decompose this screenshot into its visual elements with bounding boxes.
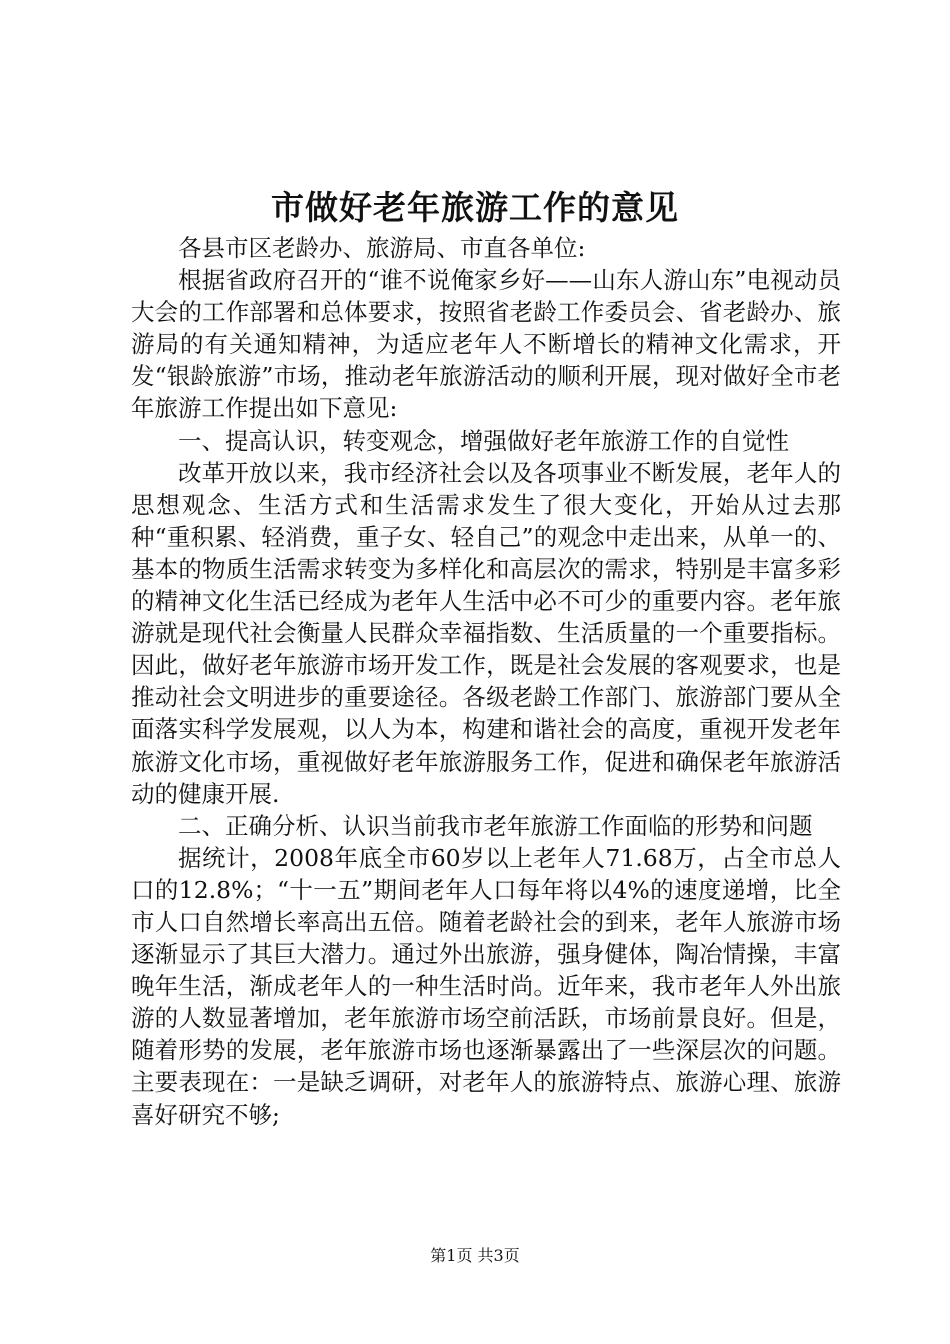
- intro-paragraph: 根据省政府召开的“谁不说俺家乡好——山东人游山东”电视动员大会的工作部署和总体要求，按照省老龄工作委员会、省老龄办、旅游局的有关通知精神，为适应老年人不断增长的精神文化需求，开发“银龄旅游”市场，推动老年旅游活动的顺利开展，现对做好全市老年旅游工作提出如下意见:: [131, 266, 841, 423]
- section-heading-2: 二、正确分析、认识当前我市老年旅游工作面临的形势和问题: [178, 811, 813, 840]
- section-heading-1: 一、提高认识，转变观念，增强做好老年旅游工作的自觉性: [178, 426, 789, 455]
- document-title: 市做好老年旅游工作的意见: [271, 188, 679, 227]
- section-1-paragraph: 改革开放以来，我市经济社会以及各项事业不断发展，老年人的思想观念、生活方式和生活需求发生了很大变化，开始从过去那种“重积累、轻消费，重子女、轻自己”的观念中走出来，从单一的、基本的物质生活需求转变为多样化和高层次的需求，特别是丰富多彩的精神文化生活已经成为老年人生活中必不可少的重要内容。老年旅游就是现代社会衡量人民群众幸福指数、生活质量的一个重要指标。因此，做好老年旅游市场开发工作，既是社会发展的客观要求，也是推动社会文明进步的重要途径。各级老龄工作部门、旅游部门要从全面落实科学发展观，以人为本，构建和谐社会的高度，重视开发老年旅游文化市场，重视做好老年旅游服务工作，促进和确保老年旅游活动的健康开展.: [131, 458, 841, 808]
- page-footer: 第1页 共3页: [430, 1246, 520, 1265]
- section-2-paragraph: 据统计，2008年底全市60岁以上老年人71.68万，占全市总人口的12.8%；“十一五”期间老年人口每年将以4%的速度递增，比全市人口自然增长率高出五倍。随着老龄社会的到来，老年人旅游市场逐渐显示了其巨大潜力。通过外出旅游，强身健体，陶冶情操，丰富晚年生活，渐成老年人的一种生活时尚。近年来，我市老年人外出旅游的人数显著增加，老年旅游市场空前活跃，市场前景良好。但是，随着形势的发展，老年旅游市场也逐渐暴露出了一些深层次的问题。主要表现在：一是缺乏调研，对老年人的旅游特点、旅游心理、旅游喜好研究不够;: [131, 843, 841, 1129]
- document-body: [131, 232, 841, 1131]
- salutation-paragraph: 各县市区老龄办、旅游局、市直各单位:: [178, 234, 586, 262]
